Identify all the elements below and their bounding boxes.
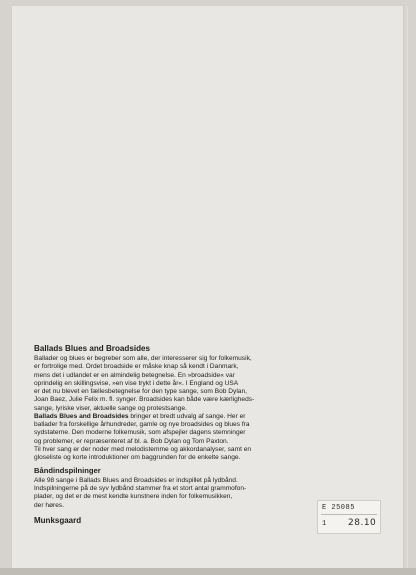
contents-paragraph (34, 413, 349, 463)
bottom-shadow (0, 568, 416, 575)
text-line (34, 413, 349, 421)
text-line: er fortrolige med. Ordet broadside er måske knap så kendt i Danmark, (34, 363, 239, 371)
page-edge (403, 6, 408, 568)
recordings-paragraph (34, 477, 349, 510)
price-sticker (317, 500, 381, 534)
back-cover-text (34, 344, 349, 526)
text-line: der høres. (34, 501, 65, 509)
sticker-price: 28.10 (348, 518, 377, 528)
text-line: Alle 98 sange i Ballads Blues and Broadsides er indspillet på lydbånd. (34, 476, 238, 484)
sticker-code: E 25085 (322, 504, 355, 512)
text-line: mens det i udlandet er en almindelig betegnelse. En »broadside« var (34, 371, 235, 379)
text-line: sydstaterne. Den moderne folkemusik, som afspejler dagens stemninger (34, 429, 246, 437)
recordings-heading: Båndindspilninger (34, 466, 101, 476)
intro-paragraph (34, 355, 349, 413)
text-line: oprindelig en skillingsvise, »en vise trykt i dette år«. I England og USA (34, 379, 239, 387)
bold-title-inline: Ballads Blues and Broadsides (34, 412, 129, 420)
text-line: ballader fra forskellige århundreder, gamle og nye broadsides og blues fra (34, 421, 250, 428)
text-line: Joan Baez, Julie Felix m. fl. synger. Broadsides kan både være kærligheds- (34, 396, 255, 404)
text-fragment: bringer et bredt udvalg af sange. Her er (128, 412, 246, 420)
sticker-divider (321, 514, 377, 515)
text-line: Til hver sang er der noder med melodistemme og akkordanalyser, samt en (34, 445, 252, 453)
book-title: Ballads Blues and Broadsides (34, 344, 151, 353)
text-line: plader, og det er de mest kendte kunstnere inden for folkemusikken, (34, 493, 233, 501)
text-line: og problemer, er repræsenteret af bl. a. Bob Dylan og Tom Paxton. (34, 437, 229, 445)
text-line: gloseliste og korte introduktioner om baggrunden for de enkelte sange. (34, 454, 241, 461)
publisher-name: Munksgaard (34, 515, 82, 525)
text-line: er det nu blevet en fællesbetegnelse for den type sange, som Bob Dylan, (34, 388, 247, 395)
text-line: sange, lyriske viser, aktuelle sange og protestsange. (34, 404, 187, 412)
text-line: Ballader og blues er begreber som alle, der interesserer sig for folkemusik, (34, 355, 252, 362)
sticker-quantity: 1 (322, 520, 327, 528)
text-line: Indspilningerne på de syv lydbånd stammer fra et stort antal grammofon- (34, 485, 247, 493)
